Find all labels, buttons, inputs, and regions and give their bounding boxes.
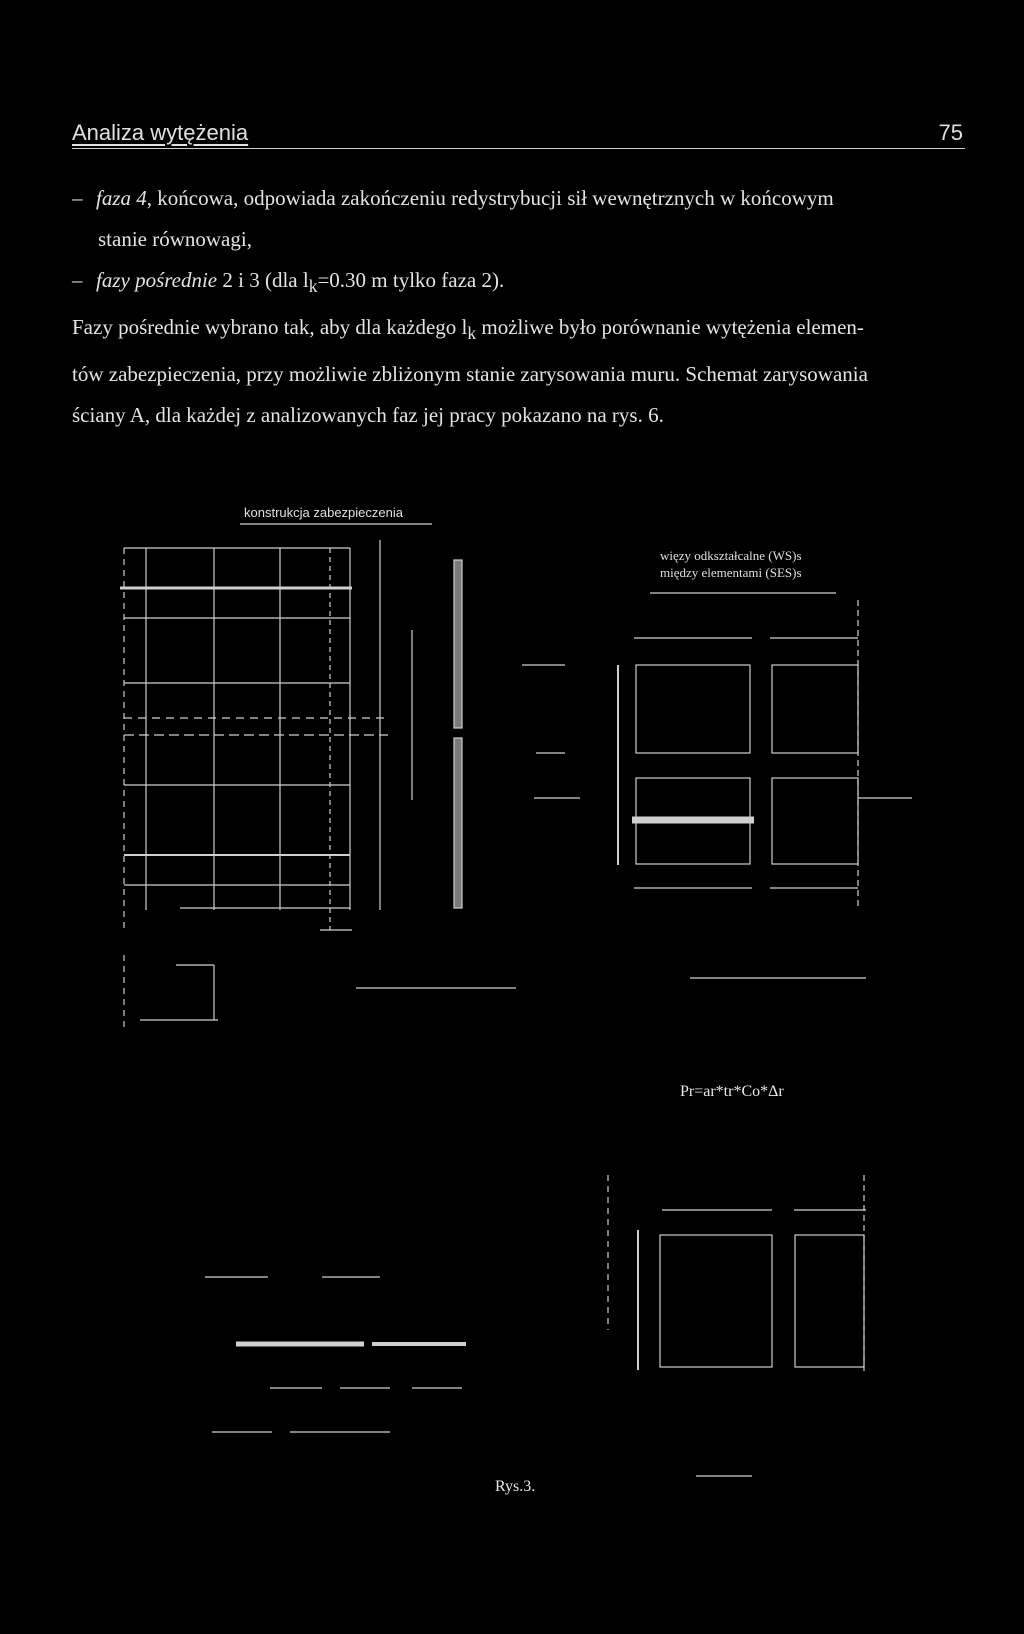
- item1-label: faza 4: [96, 186, 147, 210]
- list-item-1: – faza 4, końcowa, odpowiada zakończeniu redystrybucji sił wewnętrznych w końcowym: [72, 186, 834, 210]
- item2-label: fazy pośrednie: [96, 268, 218, 292]
- item1-continuation: stanie równowagi,: [98, 227, 252, 251]
- figure-label-line-2: między elementami (SES)s: [660, 565, 802, 580]
- paragraph-line-2: tów zabezpieczenia, przy możliwie zbliżonym stanie zarysowania muru. Schemat zarysowania: [72, 362, 868, 387]
- header-title: Analiza wytężenia: [72, 120, 249, 145]
- bottom-diagram: [205, 1175, 866, 1476]
- figure-formula: Pr=ar*tr*Co*Δr: [680, 1083, 784, 1100]
- list-item-2: – fazy pośrednie 2 i 3 (dla $l_k=0.30$ m tylko faza 2).: [72, 268, 505, 297]
- item2-text2: =0.30 m tylko faza 2).: [317, 268, 505, 292]
- para-b: możliwe było porównanie wytężenia elemen-: [476, 315, 864, 340]
- wall-grid-left: [120, 540, 412, 930]
- page-number: 75: [938, 120, 963, 145]
- item2-text: 2 i 3 (dla l: [217, 268, 309, 292]
- lower-left-fragment: [124, 955, 866, 1030]
- paragraph-line-3: ściany A, dla każdej z analizowanych faz jej pracy pokazano na rys. 6.: [72, 403, 664, 428]
- para-a: Fazy pośrednie wybrano tak, aby dla każdego l: [72, 315, 468, 340]
- item1-text: , końcowa, odpowiada zakończeniu redystrybucji sił wewnętrznych w końcowym: [146, 186, 834, 210]
- figure-number: Rys.3.: [495, 1478, 536, 1495]
- figure-label-line-1: więzy odkształcalne (WS)s: [660, 548, 802, 563]
- para-sub: k: [467, 323, 477, 344]
- item2-sub: k: [308, 276, 318, 297]
- vertical-strip: [454, 560, 462, 908]
- element-boxes: [522, 593, 912, 910]
- figure-caption-top: konstrukcja zabezpieczenia: [244, 505, 403, 520]
